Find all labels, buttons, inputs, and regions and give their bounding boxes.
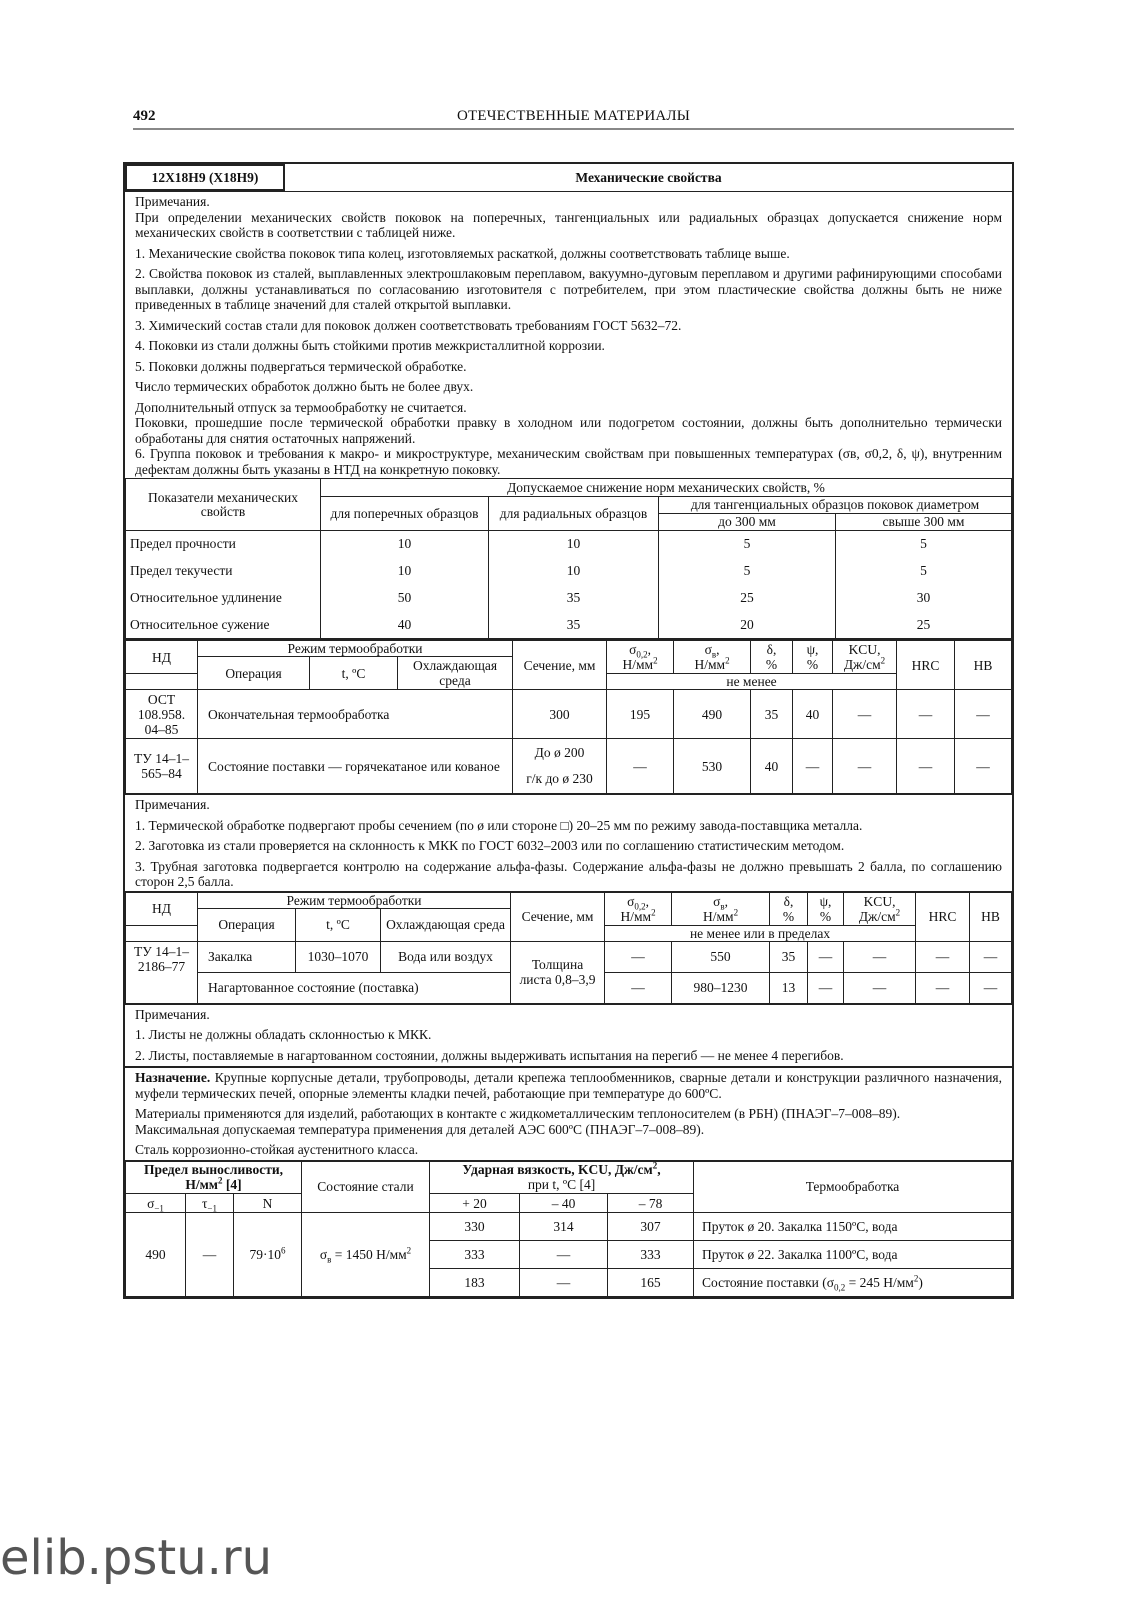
cell-heat: Состояние поставки ($\sigma_{0,2} = 245$ $Н/мм^2$): [694, 1269, 1012, 1297]
cell: 40: [793, 690, 833, 739]
col-header-nd: НД: [126, 892, 198, 926]
cell: 13: [770, 972, 808, 1003]
cell-section: [513, 739, 607, 794]
col-header-psi: ψ, %: [793, 640, 833, 674]
cell: —: [607, 739, 674, 794]
col-header-cooling: Охлаждающая среда: [398, 657, 513, 690]
cell-section-b: г/к до ø 230: [526, 771, 593, 786]
note-item: 2. Свойства поковок из сталей, выплавленных электрошлаковым переплавом, вакуумно-дуговым переплавом и другими рафинирующими способами выплавки, должны устанавливаться по согласованию изготовителя с потребителем, при этом пластические свойства должны быть не ниже приведенных в таблице значений для сталей открытой выплавки.: [135, 266, 1002, 312]
cell: —: [833, 739, 897, 794]
cell: 25: [836, 612, 1012, 639]
purpose-description: Крупные корпусные детали, трубопроводы, детали крепежа теплообменников, сварные детали и конструкции различного назначения, муфели термических печей, опорные элементы кладки печей, работающие при температуре до 600ºС.: [135, 1070, 1002, 1101]
cell-operation: Окончательная термообработка: [198, 690, 513, 739]
cell: 10: [321, 531, 489, 558]
col-header-temp: t, ºС: [310, 657, 398, 690]
page-number: 492: [133, 108, 156, 124]
col-header-cooling: Охлаждающая среда: [381, 908, 511, 941]
material-sheet: [123, 162, 1014, 1299]
note-item: 1. Листы не должны обладать склонностью к МКК.: [135, 1027, 432, 1042]
col-header-sb: $\sigma_в$, $Н/мм^2$: [674, 640, 751, 674]
col-header-kcu: KCU, $Дж/см^2$: [833, 640, 897, 674]
cell: 25: [659, 585, 836, 612]
cell: 35: [751, 690, 793, 739]
cell: 10: [489, 558, 659, 585]
note-item: Число термических обработок должно быть не более двух.: [135, 379, 474, 394]
cell-n: $79\cdot 10^6$: [234, 1213, 302, 1297]
col-header-state: Состояние стали: [302, 1161, 430, 1213]
note-item: 4. Поковки из стали должны быть стойкими против межкристаллитной коррозии.: [135, 338, 605, 353]
cell-operation: Закалка: [198, 941, 296, 972]
grade-title: 12Х18Н9 (Х18Н9): [126, 165, 284, 190]
cell: —: [970, 972, 1012, 1003]
purpose-line: Материалы применяются для изделий, работающих в контакте с жидкометаллическим теплоносителем (в РБН) (ПНАЭГ–7–008–89).: [135, 1106, 901, 1121]
cell-nd: ТУ 14–1–565–84: [126, 739, 198, 794]
col-header-s02: $\sigma_{0,2}$, $Н/мм^2$: [605, 892, 672, 926]
col-header-indicator: Показатели механических свойств: [126, 479, 321, 531]
cell: —: [520, 1269, 608, 1297]
col-header-min: не менее: [607, 674, 897, 690]
col-header-radial: для радиальных образцов: [489, 497, 659, 531]
heat-treatment-table-1: [125, 639, 1012, 794]
cell: 550: [672, 941, 770, 972]
col-header-temp: t, ºС: [296, 908, 381, 941]
col-header-upto300: до 300 мм: [659, 514, 836, 531]
cell: 333: [608, 1241, 694, 1269]
cell: —: [916, 941, 970, 972]
table-row: [126, 690, 1012, 739]
cell: 5: [836, 531, 1012, 558]
notes-block-1: [125, 191, 1012, 478]
note-item: 2. Листы, поставляемые в нагартованном состоянии, должны выдерживать испытания на перегиб — не менее 4 перегибов.: [135, 1047, 844, 1063]
cell: —: [605, 972, 672, 1003]
cell: —: [186, 1213, 234, 1297]
cell: —: [970, 941, 1012, 972]
note-item: 1. Термической обработке подвергают пробы сечением (по ø или стороне □) 20–25 мм по режиму завода-поставщика металла.: [135, 817, 863, 833]
col-header-delta: δ, %: [751, 640, 793, 674]
cell: —: [955, 739, 1012, 794]
col-header-fatigue: Предел выносливости, $Н/мм^2$ [4]: [126, 1161, 302, 1194]
notes-heading: Примечания.: [135, 797, 210, 812]
cell: 20: [659, 612, 836, 639]
cell: —: [844, 972, 916, 1003]
cell: —: [520, 1241, 608, 1269]
cell: 35: [770, 941, 808, 972]
cell: —: [605, 941, 672, 972]
cell: 300: [513, 690, 607, 739]
col-header-impact: Ударная вязкость, KCU, $Дж/см^2$, при t, ºС [4]: [430, 1161, 694, 1194]
cell: 1030–1070: [296, 941, 381, 972]
note-item: Дополнительный отпуск за термообработку не считается.: [135, 399, 467, 415]
cell-section: Толщина листа 0,8–3,9: [511, 941, 605, 1003]
table-row: [126, 1213, 1012, 1241]
cell: 30: [836, 585, 1012, 612]
endurance-table: [125, 1160, 1012, 1298]
purpose-label: Назначение.: [135, 1070, 211, 1085]
col-header-transverse: для поперечных образцов: [321, 497, 489, 531]
cell: 5: [659, 531, 836, 558]
note-item: 3. Химический состав стали для поковок должен соответствовать требованиям ГОСТ 5632–72.: [135, 317, 682, 333]
table-row: [126, 585, 1012, 612]
cell-nd: ОСТ 108.958. 04–85: [126, 690, 198, 739]
col-header-impact-sub: при t, ºС [4]: [527, 1177, 596, 1193]
col-header-s02: $\sigma_{0,2}$, $Н/мм^2$: [607, 640, 674, 674]
cell: —: [808, 972, 844, 1003]
col-header-psi: ψ, %: [808, 892, 844, 926]
col-header-delta: δ, %: [770, 892, 808, 926]
col-header-mode: Режим термообработки: [198, 640, 513, 657]
note-item: Поковки, прошедшие после термической обработки правку в холодном или подогретом состоянии, должны быть дополнительно термически обработаны для снятия остаточных напряжений.: [135, 415, 1002, 446]
cell: —: [916, 972, 970, 1003]
col-header-sigma-1: $\sigma_{-1}$: [126, 1194, 186, 1213]
col-header-temp-2: – 40: [520, 1194, 608, 1213]
cell: —: [844, 941, 916, 972]
row-label: Предел текучести: [126, 558, 321, 585]
cell: 314: [520, 1213, 608, 1241]
cell: —: [897, 690, 955, 739]
col-header-n: N: [234, 1194, 302, 1213]
cell-state: $\sigma_в = 1450$ $Н/мм^2$: [302, 1213, 430, 1297]
cell: 35: [489, 612, 659, 639]
col-header-range: не менее или в пределах: [605, 925, 916, 941]
nd-spacer: [126, 925, 198, 941]
note-item: 2. Заготовка из стали проверяется на склонность к МКК по ГОСТ 6032–2003 или по соглашению статистическим методом.: [135, 838, 845, 853]
title-table: [125, 164, 1012, 191]
purpose-line: Максимальная допускаемая температура применения для деталей АЭС 600ºС (ПНАЭГ–7–008–89).: [135, 1121, 705, 1137]
cell: 5: [836, 558, 1012, 585]
cell: 5: [659, 558, 836, 585]
col-header-tau-1: $\tau_{-1}$: [186, 1194, 234, 1213]
row-label: Относительное сужение: [126, 612, 321, 639]
table-row: [126, 739, 1012, 794]
cell-heat: Пруток ø 20. Закалка 1150ºС, вода: [694, 1213, 1012, 1241]
table-row: [126, 558, 1012, 585]
watermark: elib.pstu.ru: [0, 1530, 273, 1586]
col-header-operation: Операция: [198, 657, 310, 690]
table-row: [126, 612, 1012, 639]
purpose-block: [125, 1066, 1012, 1160]
cell: —: [955, 690, 1012, 739]
cell: 50: [321, 585, 489, 612]
col-header-operation: Операция: [198, 908, 296, 941]
col-header-mode: Режим термообработки: [198, 892, 511, 909]
col-header-heat: Термообработка: [694, 1161, 1012, 1213]
col-header-tangential: для тангенциальных образцов поковок диаметром: [659, 497, 1012, 514]
cell: —: [897, 739, 955, 794]
cell: —: [833, 690, 897, 739]
col-header-temp-3: – 78: [608, 1194, 694, 1213]
section-title: Механические свойства: [575, 170, 722, 185]
heat-treatment-table-2: [125, 891, 1012, 1004]
cell: 40: [751, 739, 793, 794]
table-row: [126, 941, 1012, 972]
purpose-line: Сталь коррозионно-стойкая аустенитного класса.: [135, 1142, 419, 1157]
col-header-hrc: HRC: [897, 640, 955, 690]
cell: 333: [430, 1241, 520, 1269]
cell: 490: [126, 1213, 186, 1297]
col-header-section: Сечение, мм: [513, 640, 607, 690]
note-item: 3. Трубная заготовка подвергается контролю на содержание альфа-фазы. Содержание альфа-фазы не должно превышать 2 балла, по соглашению сторон 2,5 балла.: [135, 858, 1002, 889]
cell: Вода или воздух: [381, 941, 511, 972]
col-header-over300: свыше 300 мм: [836, 514, 1012, 531]
cell: 40: [321, 612, 489, 639]
note-item: 5. Поковки должны подвергаться термической обработке.: [135, 358, 467, 374]
col-header-kcu: KCU, $Дж/см^2$: [844, 892, 916, 926]
row-label: Относительное удлинение: [126, 585, 321, 612]
cell: —: [793, 739, 833, 794]
cell-heat: Пруток ø 22. Закалка 1100ºС, вода: [694, 1241, 1012, 1269]
notes-block-3: [125, 1004, 1012, 1067]
note-item: 1. Механические свойства поковок типа колец, изготовляемых раскаткой, должны соответствовать таблице выше.: [135, 245, 790, 261]
cell: 10: [489, 531, 659, 558]
cell: 195: [607, 690, 674, 739]
reduction-table: [125, 478, 1012, 639]
page-header: [133, 106, 1014, 130]
cell: —: [808, 941, 844, 972]
col-header-hb: HB: [970, 892, 1012, 942]
row-label: Предел прочности: [126, 531, 321, 558]
cell: 530: [674, 739, 751, 794]
notes-heading: Примечания.: [135, 194, 210, 209]
cell: 35: [489, 585, 659, 612]
cell-section-a: До ø 200: [534, 745, 585, 760]
col-header-section: Сечение, мм: [511, 892, 605, 942]
cell: 165: [608, 1269, 694, 1297]
cell: 330: [430, 1213, 520, 1241]
notes-heading: Примечания.: [135, 1006, 210, 1022]
cell: 183: [430, 1269, 520, 1297]
col-header-hb: HB: [955, 640, 1012, 690]
col-header-allowed: Допускаемое снижение норм механических свойств, %: [321, 479, 1012, 497]
cell-operation: Нагартованное состояние (поставка): [198, 972, 511, 1003]
cell: 980–1230: [672, 972, 770, 1003]
cell-nd: ТУ 14–1–2186–77: [126, 941, 198, 1003]
notes-block-2: [125, 794, 1012, 891]
col-header-hrc: HRC: [916, 892, 970, 942]
cell: 307: [608, 1213, 694, 1241]
nd-spacer: [126, 674, 198, 690]
purpose-text: [135, 1070, 1002, 1101]
running-title: ОТЕЧЕСТВЕННЫЕ МАТЕРИАЛЫ: [456, 108, 691, 124]
cell-operation: Состояние поставки — горячекатаное или кованое: [198, 739, 513, 794]
cell: 490: [674, 690, 751, 739]
col-header-temp-1: + 20: [430, 1194, 520, 1213]
col-header-sb: $\sigma_в$, $Н/мм^2$: [672, 892, 770, 926]
cell: 10: [321, 558, 489, 585]
note-item: 6. Группа поковок и требования к макро- и микроструктуре, механическим свойствам при повышенных температурах (σв, σ0,2, δ, ψ), внутренним дефектам должны быть указаны в НТД на конкретную поковку.: [135, 446, 1002, 477]
table-row: [126, 531, 1012, 558]
note-item: При определении механических свойств поковок на поперечных, тангенциальных или радиальных образцах допускается снижение норм механических свойств в соответствии с таблицей ниже.: [135, 209, 1002, 240]
col-header-nd: НД: [126, 640, 198, 674]
